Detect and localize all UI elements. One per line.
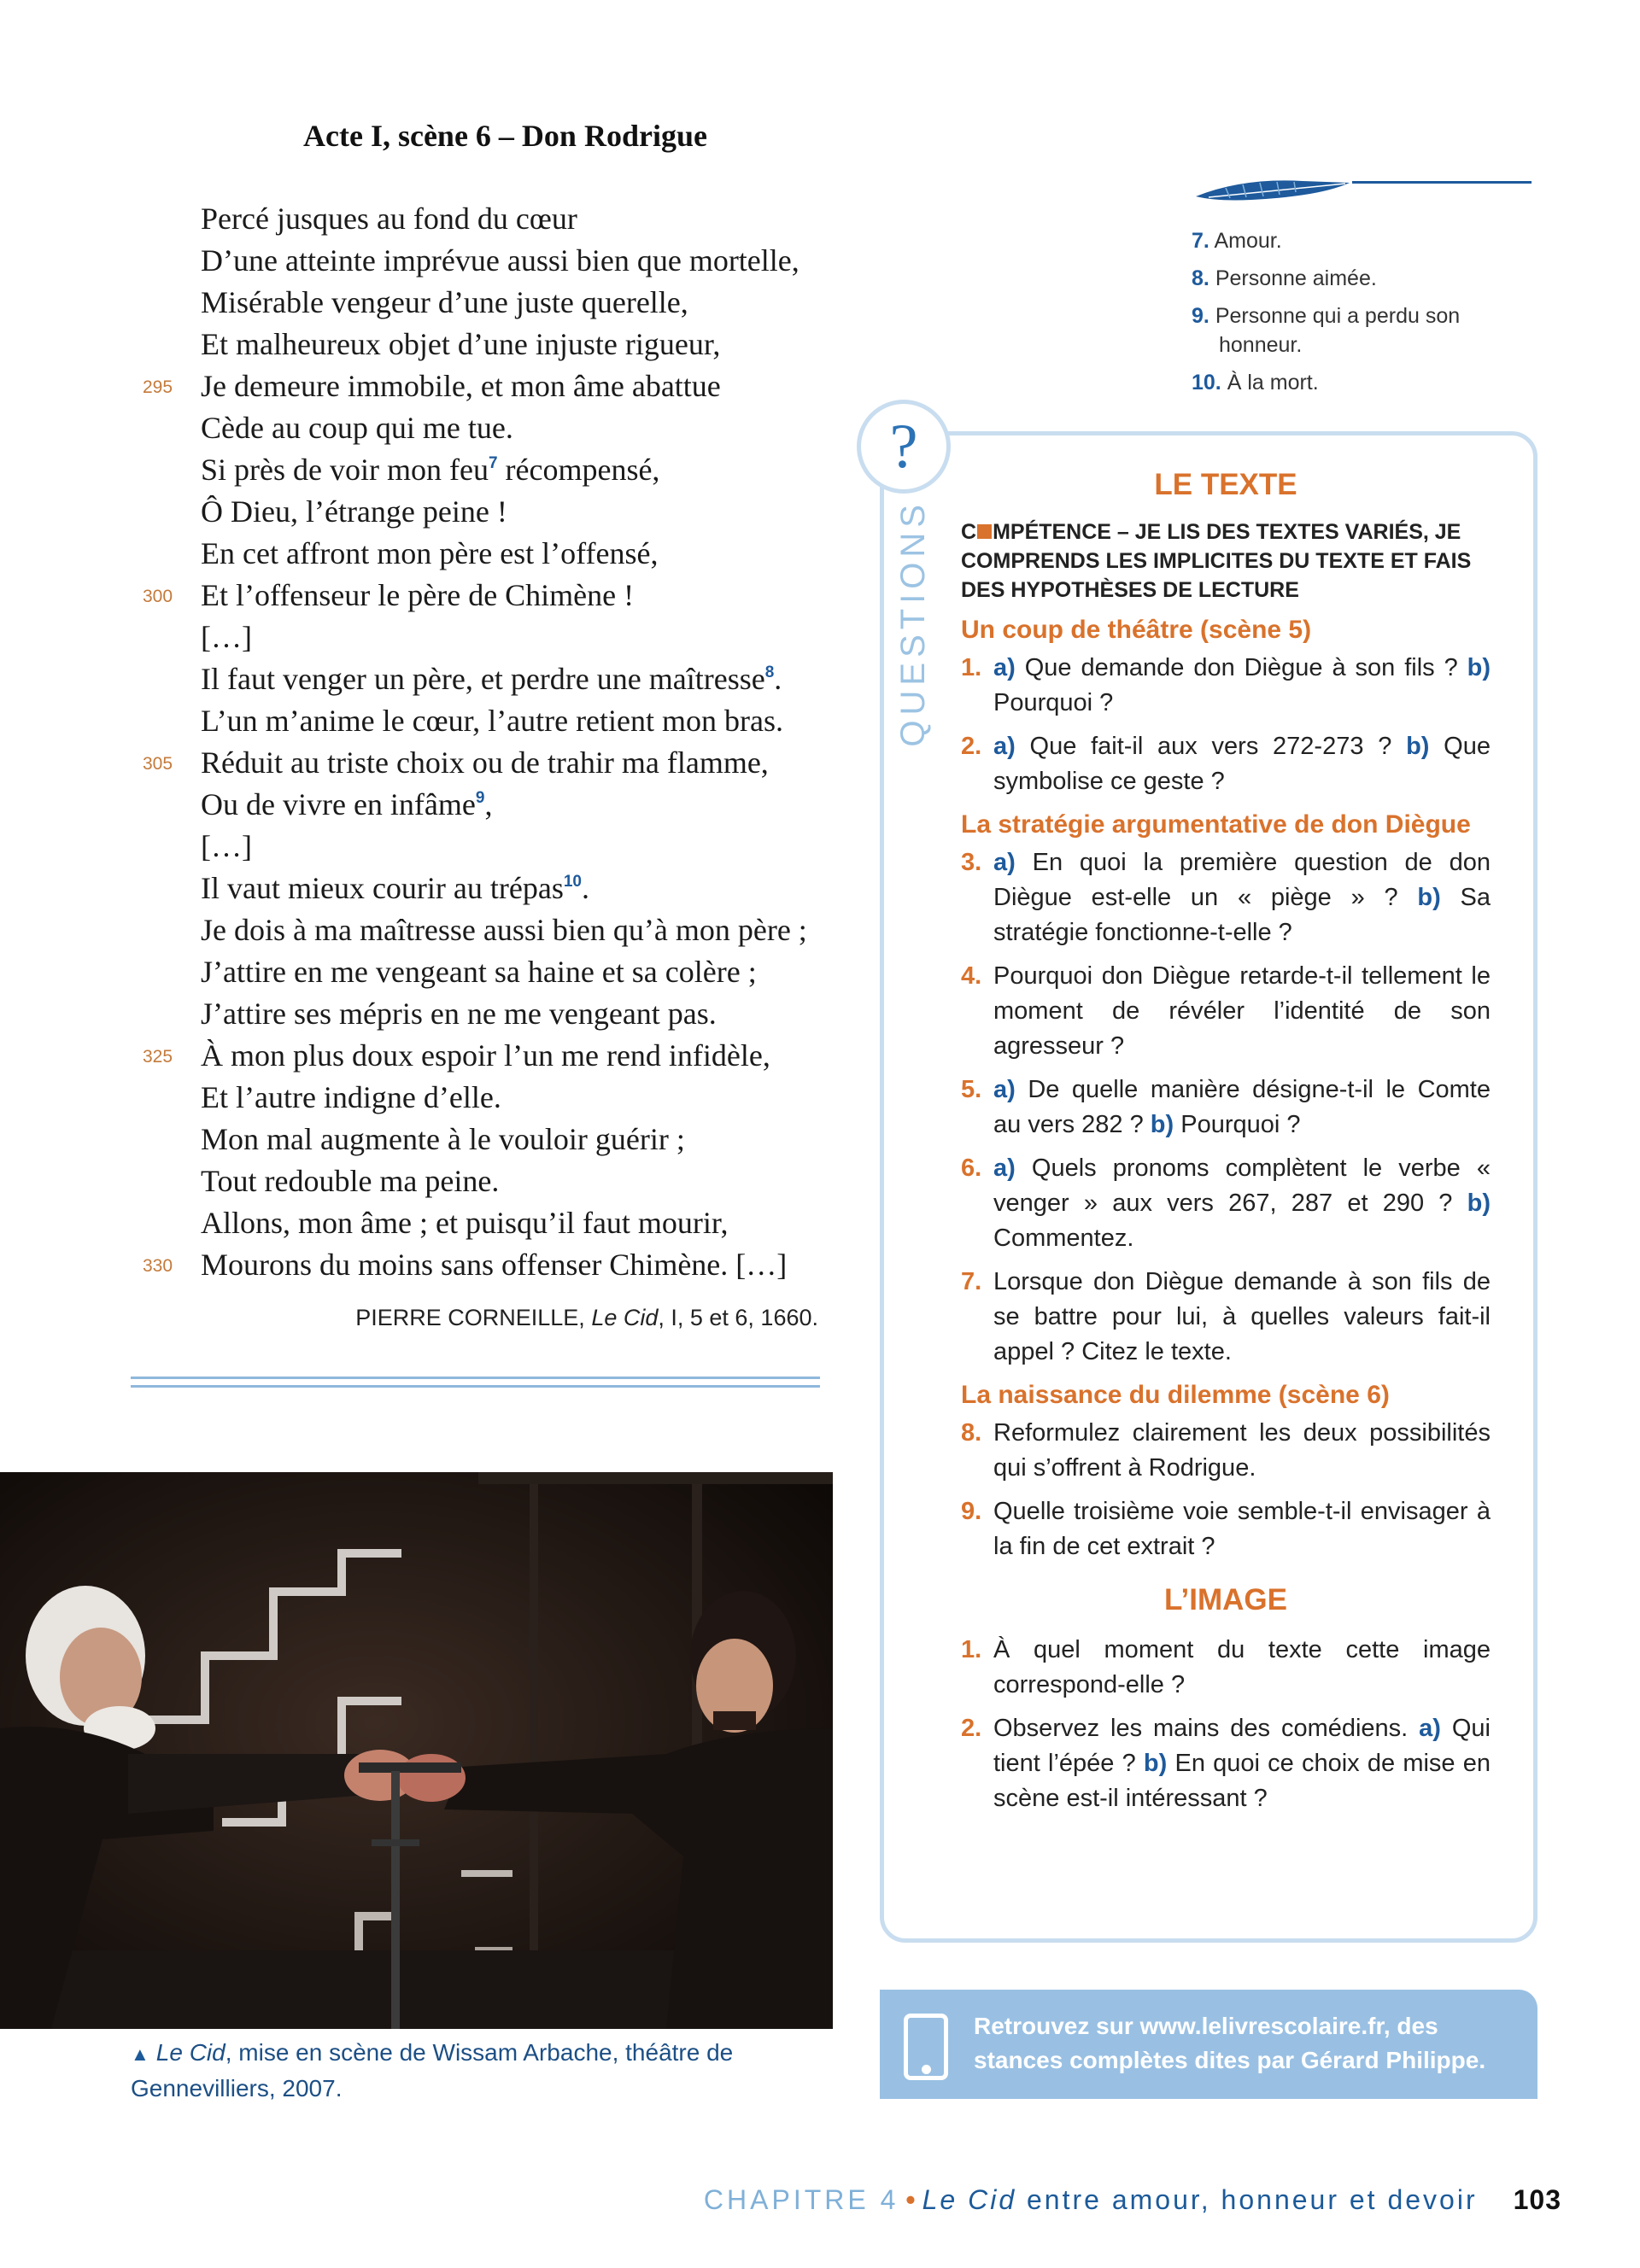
poem [128, 198, 863, 1286]
source-ref: , I, 5 et 6, 1660. [658, 1305, 818, 1330]
question-item: 2. Observez les mains des comédiens. a) Qui tient l’épée ? b) En quoi ce choix de mise en scène est-il intéressant ? [961, 1715, 1491, 1812]
poem-verse [128, 198, 863, 240]
triangle-up-icon: ▲ [131, 2043, 149, 2065]
verse-text: Percé jusques au fond du cœur [201, 202, 577, 236]
line-number: 325 [143, 1047, 173, 1067]
verse-text-after: . [582, 871, 589, 905]
source-work: Le Cid [591, 1305, 659, 1330]
poem-verse [128, 1119, 863, 1160]
footnote-marker[interactable]: 10 [563, 873, 582, 891]
verse-text: Mon mal augmente à le vouloir guérir ; [201, 1122, 685, 1156]
poem-verse [128, 1035, 863, 1077]
question-item: 6. a) Quels pronoms complètent le verbe « venger » aux vers 267, 287 et 290 ? b) Commentez. [961, 1154, 1491, 1252]
source-citation [355, 1305, 818, 1331]
poem-verse [128, 742, 863, 784]
verse-text: Je dois à ma maîtresse aussi bien qu’à mon père ; [201, 913, 807, 947]
line-number: 295 [143, 377, 173, 397]
poem-verse [128, 324, 863, 365]
verse-text: Je demeure immobile, et mon âme abattue [201, 369, 721, 403]
verse-text: Et l’autre indigne d’elle. [201, 1080, 501, 1114]
subsection-title: La stratégie argumentative de don Diègue [961, 810, 1471, 839]
verse-text: D’une atteinte imprévue aussi bien que mortelle, [201, 243, 800, 278]
verse-text: J’attire en me vengeant sa haine et sa colère ; [201, 955, 757, 989]
poem-verse [128, 700, 863, 742]
footnote: 10. À la mort. [1192, 371, 1319, 395]
question-item: 1. À quel moment du texte cette image correspond-elle ? [961, 1636, 1491, 1698]
line-number: 300 [143, 587, 173, 606]
poem-verse [128, 1244, 863, 1286]
poem-verse [128, 449, 863, 491]
footer-chapter: CHAPITRE 4 [703, 2184, 899, 2215]
footnote: 8. Personne aimée. [1192, 266, 1377, 290]
verse-text-after: . [774, 662, 782, 696]
verse-text: […] [201, 620, 252, 654]
poem-verse [128, 1202, 863, 1244]
verse-text: L’un m’anime le cœur, l’autre retient mon bras. [201, 704, 783, 738]
verse-text: Et malheureux objet d’une injuste rigueur, [201, 327, 721, 361]
footnotes [1192, 226, 1499, 406]
verse-text-after: , [484, 787, 493, 821]
verse-text: Ou de vivre en infâme [201, 787, 476, 821]
verse-text: Si près de voir mon feu [201, 453, 489, 487]
line-number: 330 [143, 1256, 173, 1276]
questions-content [961, 468, 1491, 1825]
poem-verse [128, 365, 863, 407]
questions-vertical-label: QUESTIONS [894, 500, 932, 747]
footnote: 9. Personne qui a perdu son honneur. [1192, 304, 1461, 357]
question-item: 7. Lorsque don Diègue demande à son fils de se battre pour lui, à quelles valeurs fait-il appel ? Citez le texte. [961, 1268, 1491, 1365]
question-item: 1. a) Que demande don Diègue à son fils ? b) Pourquoi ? [961, 654, 1491, 716]
section-title-image: L’IMAGE [1164, 1583, 1287, 1616]
verse-text: À mon plus doux espoir l’un me rend infidèle, [201, 1038, 770, 1073]
page-number: 103 [1513, 2184, 1561, 2215]
poem-verse [128, 1077, 863, 1119]
verse-text: Tout redouble ma peine. [201, 1164, 500, 1198]
page-footer [704, 2184, 1561, 2216]
footnote-marker[interactable]: 7 [488, 454, 498, 472]
poem-verse [128, 617, 863, 658]
online-resource-text[interactable]: Retrouvez sur www.lelivrescolaire.fr, des stances complètes dites par Gérard Philippe. [974, 2013, 1486, 2073]
question-mark-icon: ? [857, 400, 951, 494]
poem-verse [128, 993, 863, 1035]
poem-verse [128, 868, 863, 909]
line-number: 305 [143, 754, 173, 774]
question-item: 5. a) De quelle manière désigne-t-il le Comte au vers 282 ? b) Pourquoi ? [961, 1076, 1491, 1138]
poem-verse [128, 658, 863, 700]
poem-verse [128, 240, 863, 282]
poem-verse [128, 951, 863, 993]
verse-text: Il vaut mieux courir au trépas [201, 871, 564, 905]
verse-text: Misérable vengeur d’une juste querelle, [201, 285, 688, 319]
tablet-button-dot [922, 2065, 931, 2074]
footnote: 7. Amour. [1192, 229, 1282, 253]
question-item: 8. Reformulez clairement les deux possibilités qui s’offrent à Rodrigue. [961, 1419, 1491, 1482]
section-title-texte: LE TEXTE [1154, 468, 1297, 501]
photo-caption [131, 2036, 823, 2106]
stage-photo-illustration [0, 1472, 833, 2029]
poem-verse [128, 784, 863, 826]
verse-text: Mourons du moins sans offenser Chimène. […] [201, 1248, 788, 1282]
caption-text: , mise en scène de Wissam Arbache, théâtre de Gennevilliers, 2007. [131, 2039, 734, 2101]
verse-text: Il faut venger un père, et perdre une maîtresse [201, 662, 765, 696]
poem-verse [128, 826, 863, 868]
verse-text: En cet affront mon père est l’offensé, [201, 536, 659, 570]
question-item: 4. Pourquoi don Diègue retarde-t-il tellement le moment de révéler l’identité de son agresseur ? [961, 962, 1491, 1060]
verse-text: Ô Dieu, l’étrange peine ! [201, 494, 507, 529]
verse-text-after: récompensé, [497, 453, 660, 487]
poem-verse [128, 533, 863, 575]
competence-heading: C MPÉTENCE – JE LIS DES TEXTES VARIÉS, JE COMPRENDS LES IMPLICITES DU TEXTE ET FAIS DES HYPOTHÈSES DE LECTURE [961, 520, 1472, 602]
divider-line [131, 1377, 820, 1379]
poem-verse [128, 282, 863, 324]
footer-bullet: • [905, 2184, 916, 2215]
verse-text: Allons, mon âme ; et puisqu’il faut mourir, [201, 1206, 729, 1240]
divider-line [131, 1385, 820, 1388]
subsection-title: La naissance du dilemme (scène 6) [961, 1381, 1390, 1409]
footnote-marker[interactable]: 8 [764, 663, 775, 681]
poem-verse [128, 1160, 863, 1202]
poem-verse [128, 407, 863, 449]
verse-text: Cède au coup qui me tue. [201, 411, 513, 445]
subsection-title: Un coup de théâtre (scène 5) [961, 616, 1312, 644]
stage-photo [0, 1472, 833, 2029]
feather-quill-icon [1192, 171, 1533, 210]
orange-square-icon [977, 524, 992, 539]
verse-text: Et l’offenseur le père de Chimène ! [201, 578, 635, 612]
question-item: 9. Quelle troisième voie semble-t-il envisager à la fin de cet extrait ? [961, 1498, 1491, 1560]
verse-text: […] [201, 829, 252, 863]
footer-title: Le Cid entre amour, honneur et devoir [922, 2184, 1478, 2215]
caption-work: Le Cid [155, 2039, 226, 2066]
verse-text: Réduit au triste choix ou de trahir ma flamme, [201, 745, 769, 780]
source-author: PIERRE CORNEILLE, [355, 1305, 592, 1330]
footnote-marker[interactable]: 9 [475, 789, 485, 807]
poem-verse [128, 491, 863, 533]
scene-title: Acte I, scène 6 – Don Rodrigue [303, 119, 707, 153]
verse-text: J’attire ses mépris en ne me vengeant pas. [201, 997, 717, 1031]
poem-verse [128, 909, 863, 951]
poem-verse [128, 575, 863, 617]
question-item: 2. a) Que fait-il aux vers 272-273 ? b) Que symbolise ce geste ? [961, 733, 1491, 795]
question-item: 3. a) En quoi la première question de don Diègue est-elle un « piège » ? b) Sa stratégie fonctionne-t-elle ? [961, 849, 1491, 946]
